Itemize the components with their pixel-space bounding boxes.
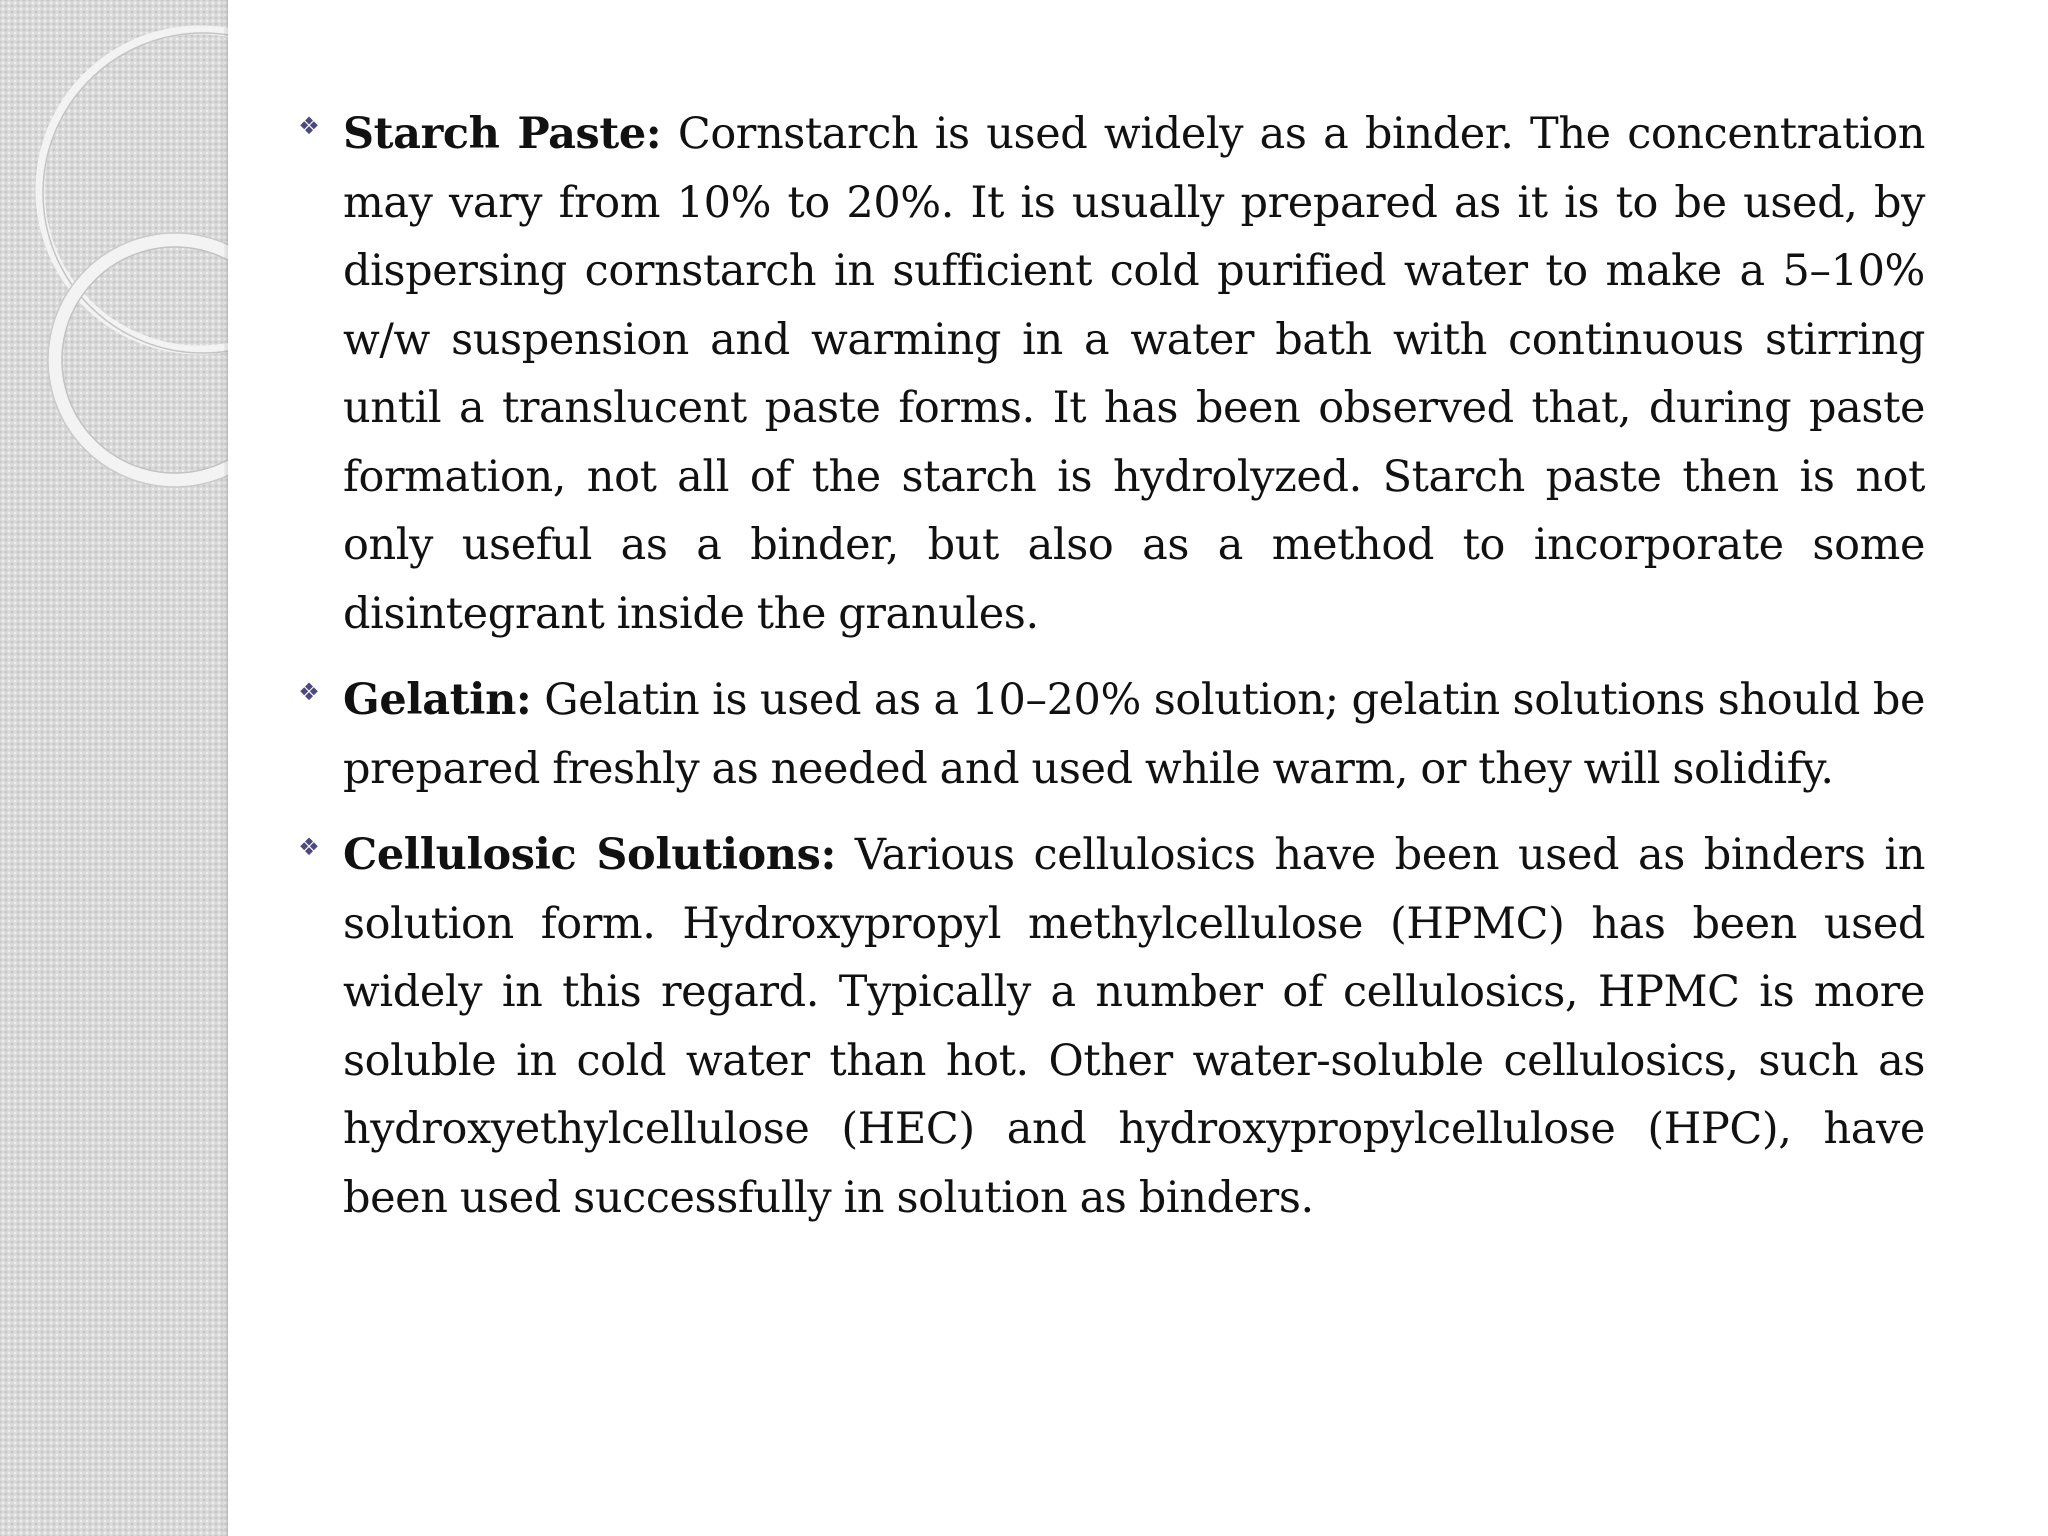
- decorative-circles: [0, 0, 228, 520]
- diamond-cluster-icon: ❖: [298, 833, 320, 861]
- decorative-side-panel: [0, 0, 228, 1536]
- bullet-text: [343, 821, 1925, 1232]
- bullet-term: Gelatin:: [343, 675, 532, 725]
- bullet-description: Gelatin is used as a 10–20% solution; gelatin solutions should be prepared freshly as needed and used while warm, or they will solidify.: [343, 675, 1925, 794]
- bullet-term: Cellulosic Solutions:: [343, 830, 836, 880]
- bullet-text: [343, 100, 1925, 648]
- diamond-cluster-icon: ❖: [298, 112, 320, 140]
- diamond-cluster-icon: ❖: [298, 678, 320, 706]
- bullet-description: Cornstarch is used widely as a binder. The concentration may vary from 10% to 20%. It is usually prepared as it is to be used, by dispersing cornstarch in sufficient cold purified water to make a 5–10% w/w suspension and warming in a water bath with continuous stirring until a translucent paste forms. It has been observed that, during paste formation, not all of the starch is hydrolyzed. Starch paste then is not only useful as a binder, but also as a method to incorporate some disintegrant inside the granules.: [343, 109, 1925, 639]
- small-circle-ring: [55, 240, 228, 480]
- bullet-item-cellulosic-solutions: [275, 821, 1925, 1232]
- bullet-item-gelatin: [275, 666, 1925, 803]
- bullet-description: Various cellulosics have been used as binders in solution form. Hydroxypropyl methylcellulose (HPMC) has been used widely in this regard. Typically a number of cellulosics, HPMC is more soluble in cold water than hot. Other water-soluble cellulosics, such as hydroxyethylcellulose (HEC) and hydroxypropylcellulose (HPC), have been used successfully in solution as binders.: [343, 830, 1925, 1223]
- bullet-item-starch-paste: [275, 100, 1925, 648]
- bullet-term: Starch Paste:: [343, 109, 662, 159]
- small-circle-outer-edge: [48, 233, 228, 487]
- slide-content: [275, 100, 1925, 1250]
- bullet-text: [343, 666, 1925, 803]
